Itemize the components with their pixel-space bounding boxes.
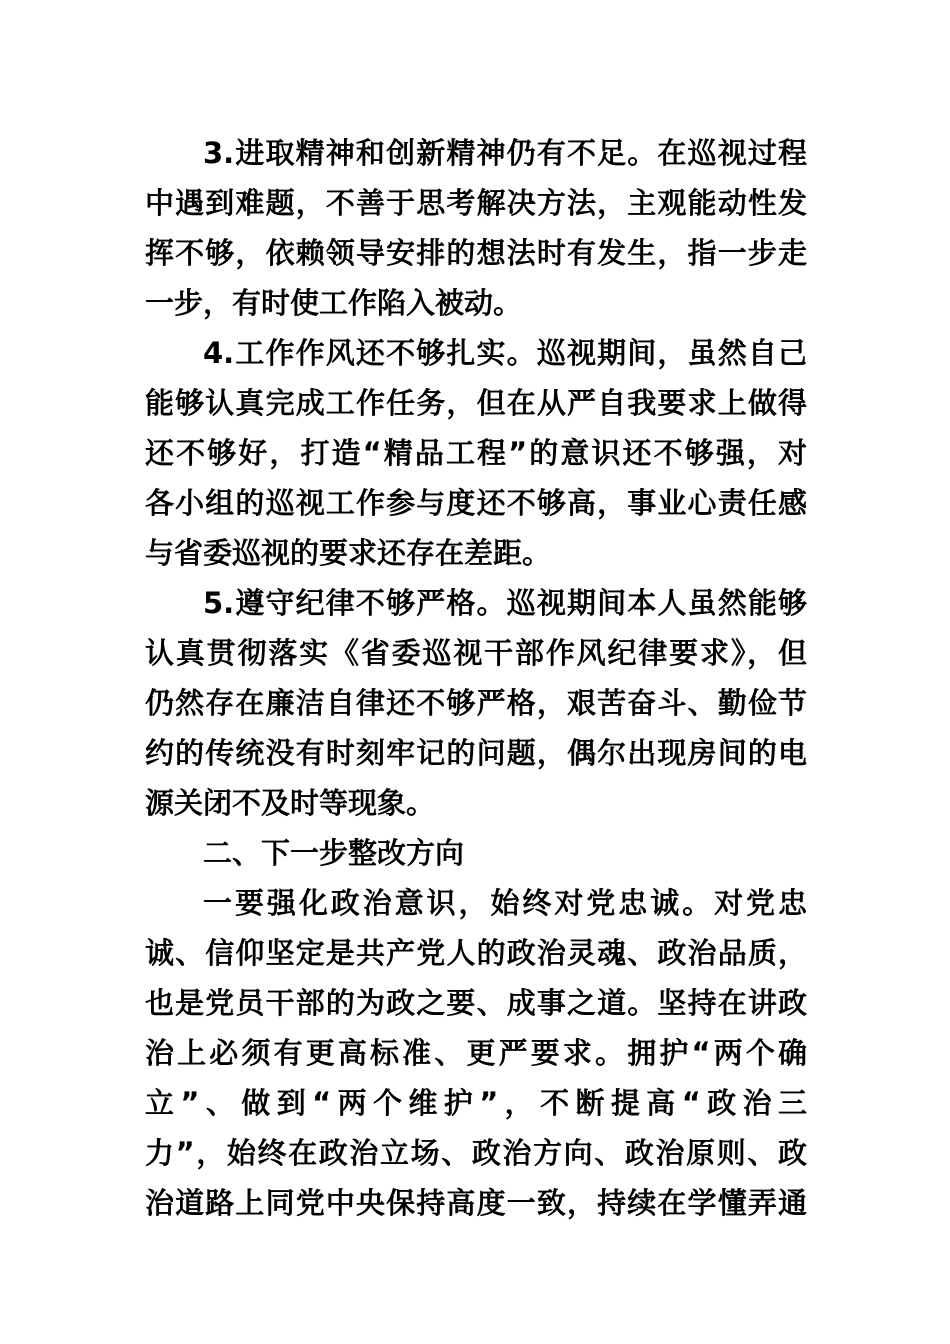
- paragraph-line: 约的传统没有时刻牢记的问题，偶尔出现房间的电: [145, 736, 807, 770]
- paragraph-line: 认真贯彻落实《省委巡视干部作风纪律要求》，但: [145, 636, 807, 670]
- document-page: [145, 128, 807, 1228]
- paragraph-line: 仍然存在廉洁自律还不够严格，艰苦奋斗、勤俭节: [145, 686, 807, 720]
- paragraph-line: 3.进取精神和创新精神仍有不足。在巡视过程: [203, 136, 807, 170]
- paragraph-line: 中遇到难题，不善于思考解决方法，主观能动性发: [145, 186, 807, 220]
- paragraph-line: 各小组的巡视工作参与度还不够高，事业心责任感: [145, 486, 807, 520]
- paragraph-line: 4.工作作风还不够扎实。巡视期间，虽然自己: [203, 336, 807, 370]
- paragraph-line: 立”、做到“两个维护”，不断提高“政治三: [145, 1086, 807, 1120]
- paragraph-line: 源关闭不及时等现象。: [145, 786, 436, 820]
- paragraph-line: 一步，有时使工作陷入被动。: [145, 286, 523, 320]
- paragraph-line: 治上必须有更高标准、更严要求。拥护“两个确: [145, 1036, 807, 1070]
- paragraph-line: 治道路上同党中央保持高度一致，持续在学懂弄通: [145, 1186, 807, 1220]
- paragraph-line: 诚、信仰坚定是共产党人的政治灵魂、政治品质，: [145, 936, 807, 970]
- paragraph-line: 能够认真完成工作任务，但在从严自我要求上做得: [145, 386, 807, 420]
- paragraph-line: 与省委巡视的要求还存在差距。: [145, 536, 552, 570]
- section-heading: 二、下一步整改方向: [203, 836, 465, 870]
- paragraph-line: 力”，始终在政治立场、政治方向、政治原则、政: [145, 1136, 807, 1170]
- paragraph-line: 5.遵守纪律不够严格。巡视期间本人虽然能够: [203, 586, 807, 620]
- paragraph-line: 还不够好，打造“精品工程”的意识还不够强，对: [145, 436, 807, 470]
- paragraph-line: 也是党员干部的为政之要、成事之道。坚持在讲政: [145, 986, 807, 1020]
- paragraph-line: 挥不够，依赖领导安排的想法时有发生，指一步走: [145, 236, 807, 270]
- paragraph-line: 一要强化政治意识，始终对党忠诚。对党忠: [203, 886, 807, 920]
